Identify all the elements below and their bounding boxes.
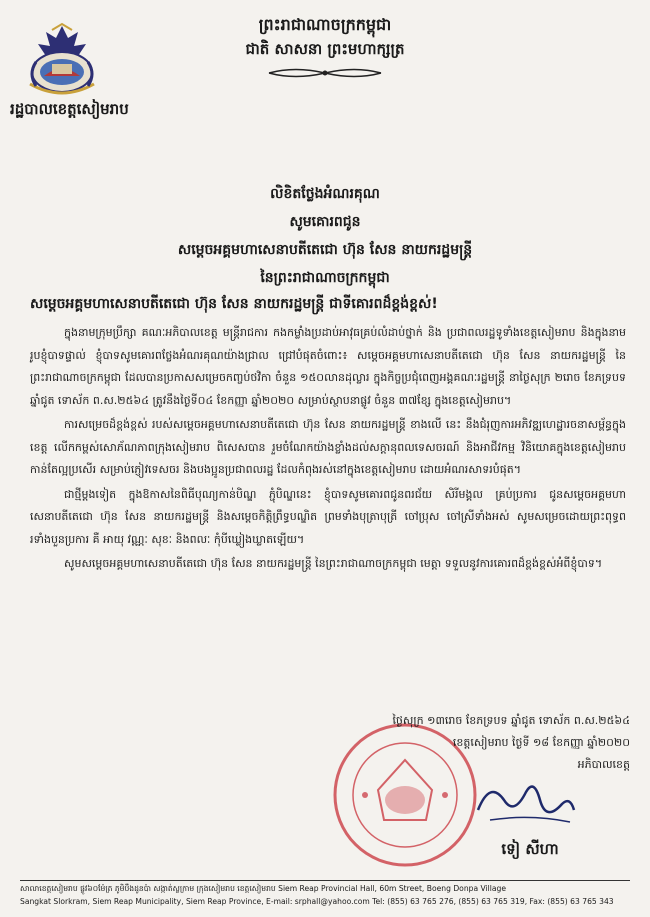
organization-name: រដ្ឋបាលខេត្តសៀមរាប [10,100,129,118]
signer-position: អភិបាលខេត្ត [577,758,630,771]
footer-contact: Sangkat Slorkram, Siem Reap Municipality, Siem Reap Province, E-mail: srphall@yahoo.com Tel: (855) 63 765 276, (855) 63 765 319, Fax: (855) 63 765 343 [20,897,614,906]
body-paragraph: សូមសម្តេចអគ្គមហាសេនាបតីតេជោ ហ៊ុន សែន នាយករដ្ឋមន្ត្រី នៃព្រះរាជាណាចក្រកម្ពុជា មេត្តា ទទួលនូវការគោរពដ៏ខ្ពង់ខ្ពស់អំពីខ្ញុំបាទ។ [64,557,603,570]
solar-date: ខេត្តសៀមរាប ថ្ងៃទី ១៨ ខែកញ្ញា ឆ្នាំ២០២០ [452,736,630,749]
footer [20,882,630,908]
title-line: សូមគោរពជូន [289,214,361,230]
handwritten-signature-icon [470,770,580,830]
letter-body [30,322,626,578]
lunar-date: ថ្ងៃសុក្រ ១៣រោច ខែភទ្របទ ឆ្នាំជូត ទោស័ក ព.ស.២៥៦៤ [392,714,630,727]
title-line: លិខិតថ្លែងអំណរគុណ [270,186,380,202]
national-motto: ជាតិ សាសនា ព្រះមហាក្សត្រ [245,40,405,58]
salutation: សម្តេចអគ្គមហាសេនាបតីតេជោ ហ៊ុន សែន នាយករដ្ឋមន្ត្រី ជាទីគោរពដ៏ខ្ពង់ខ្ពស់! [30,296,438,312]
footer-address: សាលាខេត្តសៀមរាប ផ្លូវ៦០ម៉ែត្រ ភូមិបឹងដូនប៉ា សង្កាត់ស្លក្រាម ក្រុងសៀមរាប ខេត្តសៀមរាប Siem Reap Provincial Hall, 60m Street, Boeng Donpa Village [20,884,507,893]
body-paragraph: ការសម្រេចដ៏ខ្ពង់ខ្ពស់ របស់សម្តេចអគ្គមហាសេនាបតីតេជោ ហ៊ុន សែន នាយករដ្ឋមន្ត្រី ខាងលើ នេះ នឹងជំរុញការអភិវឌ្ឍហេដ្ឋារចនាសម្ព័ន្ធក្នុងខេត្ត លើកកម្ពស់សោភ័ណភាពក្រុងសៀមរាប ពិសេសបាន រួមចំណែកយ៉ាងខ្លាំងដល់សក្តានុពលទេសចរណ៍ និងអាជីវកម្ម វិនិយោគក្នុងខេត្តសៀមរាប កាន់តែល្អប្រសើរ សម្រាប់ភ្ញៀវទេសចរ និងបងប្អូនប្រជាពលរដ្ឋ ដែលកំពុងរស់នៅក្នុងខេត្តសៀមរាប ដោយអំណរសាទរបំផុត។ [30,418,626,476]
body-paragraph: ជាថ្មីម្តងទៀត ក្នុងឱកាសនៃពិធីបុណ្យកាន់បិណ្ឌ ភ្ជុំបិណ្ឌនេះ ខ្ញុំបាទសូមគោរពជូនពរជ័យ សិរីមង្គល គ្រប់ប្រការ ជូនសម្តេចអគ្គមហាសេនាបតីតេជោ ហ៊ុន សែន នាយករដ្ឋមន្ត្រី និងសម្តេចកិត្តិព្រឹទ្ធបណ្ឌិត ព្រមទាំងបុត្រាបុត្រី ចៅប្រុស ចៅស្រីទាំងអស់ សូមសម្រេចដោយព្រះពុទ្ធពរទាំងបួនប្រការ គឺ អាយុ វណ្ណៈ សុខៈ និងពលៈ កុំបីឃ្លៀងឃ្លាតឡើយ។ [30,487,626,546]
date-block [390,710,630,776]
divider-ornament-icon [265,66,385,80]
signer-name: ទៀ សីហា [501,840,559,858]
title-line: សម្តេចអគ្គមហាសេនាបតីតេជោ ហ៊ុន សែន នាយករដ្ឋមន្ត្រី [177,242,473,258]
letter-title [0,180,650,292]
body-paragraph: ក្នុងនាមក្រុមប្រឹក្សា គណៈអភិបាលខេត្ត មន្ត្រីរាជការ កងកម្លាំងប្រដាប់អាវុធគ្រប់លំដាប់ថ្នាក់ និង ប្រជាពលរដ្ឋទូទាំងខេត្តសៀមរាប និងក្នុងនាមរូបខ្ញុំបាទផ្ទាល់ ខ្ញុំបាទសូមគោរពថ្លែងអំណរគុណយ៉ាងជ្រាល ជ្រៅបំផុតចំពោះ៖ សម្តេចអគ្គមហាសេនាបតីតេជោ ហ៊ុន សែន នាយករដ្ឋមន្ត្រី នៃព្រះរាជាណាចក្រកម្ពុជា ដែលបានប្រកាសសម្រេចកញ្ចប់ថវិកា ចំនួន ១៥០លានដុល្លារ ក្នុងកិច្ចប្រជុំពេញអង្គគណៈរដ្ឋមន្ត្រី នាថ្ងៃសុក្រ ២រោច ខែភទ្របទ ឆ្នាំជូត ទោស័ក ព.ស.២៥៦៤ ត្រូវនឹងថ្ងៃទី០៤ ខែកញ្ញា ឆ្នាំ២០២០ សម្រាប់ស្ថាបនាផ្លូវ ចំនួន ៣៧ខ្សែ ក្នុងខេត្តសៀមរាប។ [30,326,626,407]
footer-divider [20,880,630,881]
title-line: នៃព្រះរាជាណាចក្រកម្ពុជា [260,270,390,286]
kingdom-heading: ព្រះរាជាណាចក្រកម្ពុជា [258,15,392,34]
